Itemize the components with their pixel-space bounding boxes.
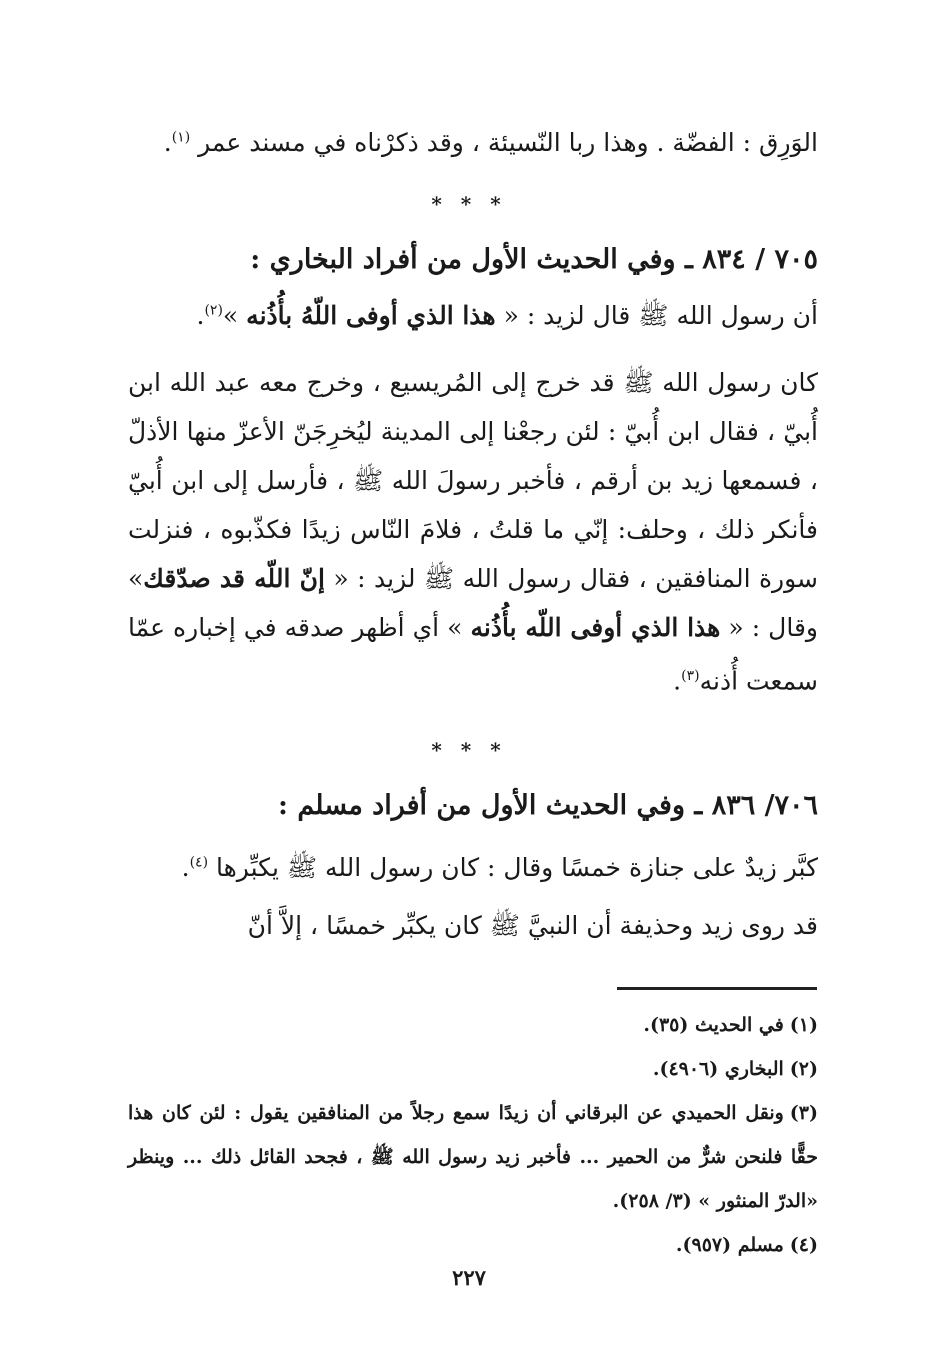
commentary-705-post: » أي أظهر صدقه في إخباره عمّا سمعت أُذنه [128,613,818,696]
hadith-705-text-pre: أن رسول الله ﷺ قال لزيد : « [495,301,818,330]
footnote-divider [617,987,817,990]
page-number: ٢٢٧ [452,1265,486,1290]
intro-text: الوَرِق : الفضّة . وهذا ربا النّسيئة ، وقد ذكرْناه في مسند عمر [190,128,818,157]
footnote-ref: (٣) [681,668,700,684]
footnote-ref: (٤) [189,854,209,871]
footnotes [128,1003,818,1267]
footnote-item [128,1223,818,1267]
footnote-item [128,1047,818,1091]
intro-line [164,128,818,157]
hadith-705-heading: ٧٠٥ / ٨٣٤ ـ وفي الحديث الأول من أفراد البخاري : [250,244,818,275]
commentary-705-bold1: إنّ اللّه قد صدّقك [143,564,325,593]
footnote-ref: (٢) [204,302,223,319]
commentary-705-end: . [673,666,682,696]
hadith-706-commentary: قد روى زيد وحذيفة أن النبيَّ ﷺ كان يكبِّر خمسًا ، إلاَّ أنّ [247,911,818,940]
commentary-705 [128,358,818,705]
hadith-705-text-post: » [222,301,247,330]
footnote-ref: (١) [171,129,191,146]
commentary-705-bold2: هذا الذي أوفى اللّه بأُذُنه [470,613,721,642]
hadith-705-text-bold: هذا الذي أوفى اللّهُ بأُذُنه [246,301,496,330]
footnote-text: في الحديث (٣٥). [643,1014,784,1036]
hadith-706-heading: ٧٠٦/ ٨٣٦ ـ وفي الحديث الأول من أفراد مسلم : [277,790,818,821]
commentary-705-text: كان رسول الله ﷺ قد خرج إلى المُريسيع ، وخرج معه عبد الله ابن أُبيّ ، فقال ابن أُبيّ : لئن رجعْنا إلى المدينة ليُخرِجَنّ الأعزّ منها الأذلّ ، فسمعها زيد بن أرقم ، فأخبر رسولَ الله ﷺ ، فأرسل إلى ابن أُبيّ فأنكر ذلك ، وحلف: إنّي ما قلتُ ، فلامَ النّاس زيدًا فكذّبوه ، فنزلت سورة المنافقين ، فقال رسول الله ﷺ لزيد : « [128,368,818,593]
footnote-item [128,1091,818,1223]
footnote-number: (٢) [789,1058,818,1080]
hadith-706-end: . [181,853,190,882]
intro-end: . [163,128,172,157]
section-separator: * * * [431,738,507,762]
hadith-705-text [197,300,819,337]
footnote-item [128,1003,818,1047]
footnote-text: البخاري (٤٩٠٦). [652,1058,784,1080]
hadith-706-text-body: كبَّر زيدٌ على جنازة خمسًا وقال : كان رسول الله ﷺ يكبِّرها [208,853,818,882]
footnote-number: (٣) [789,1102,818,1124]
footnote-text: ونقل الحميدي عن البرقاني أن زيدًا سمع رجلاً من المنافقين يقول : لئن كان هذا حقًّا فلنحن شرٌّ من الحمير ... فأخبر زيد رسول الله ﷺ ، فجحد القائل ذلك ... وينظر «الدرّ المنثور » (٣/ ٢٥٨). [128,1102,818,1212]
section-separator: * * * [431,192,507,216]
hadith-705-end: . [196,301,205,330]
footnote-number: (١) [789,1014,818,1036]
commentary-705-mid: » وقال : « [128,564,818,642]
footnote-text: مسلم (٩٥٧). [675,1234,784,1256]
hadith-706-text [182,852,818,889]
footnote-number: (٤) [789,1234,818,1256]
